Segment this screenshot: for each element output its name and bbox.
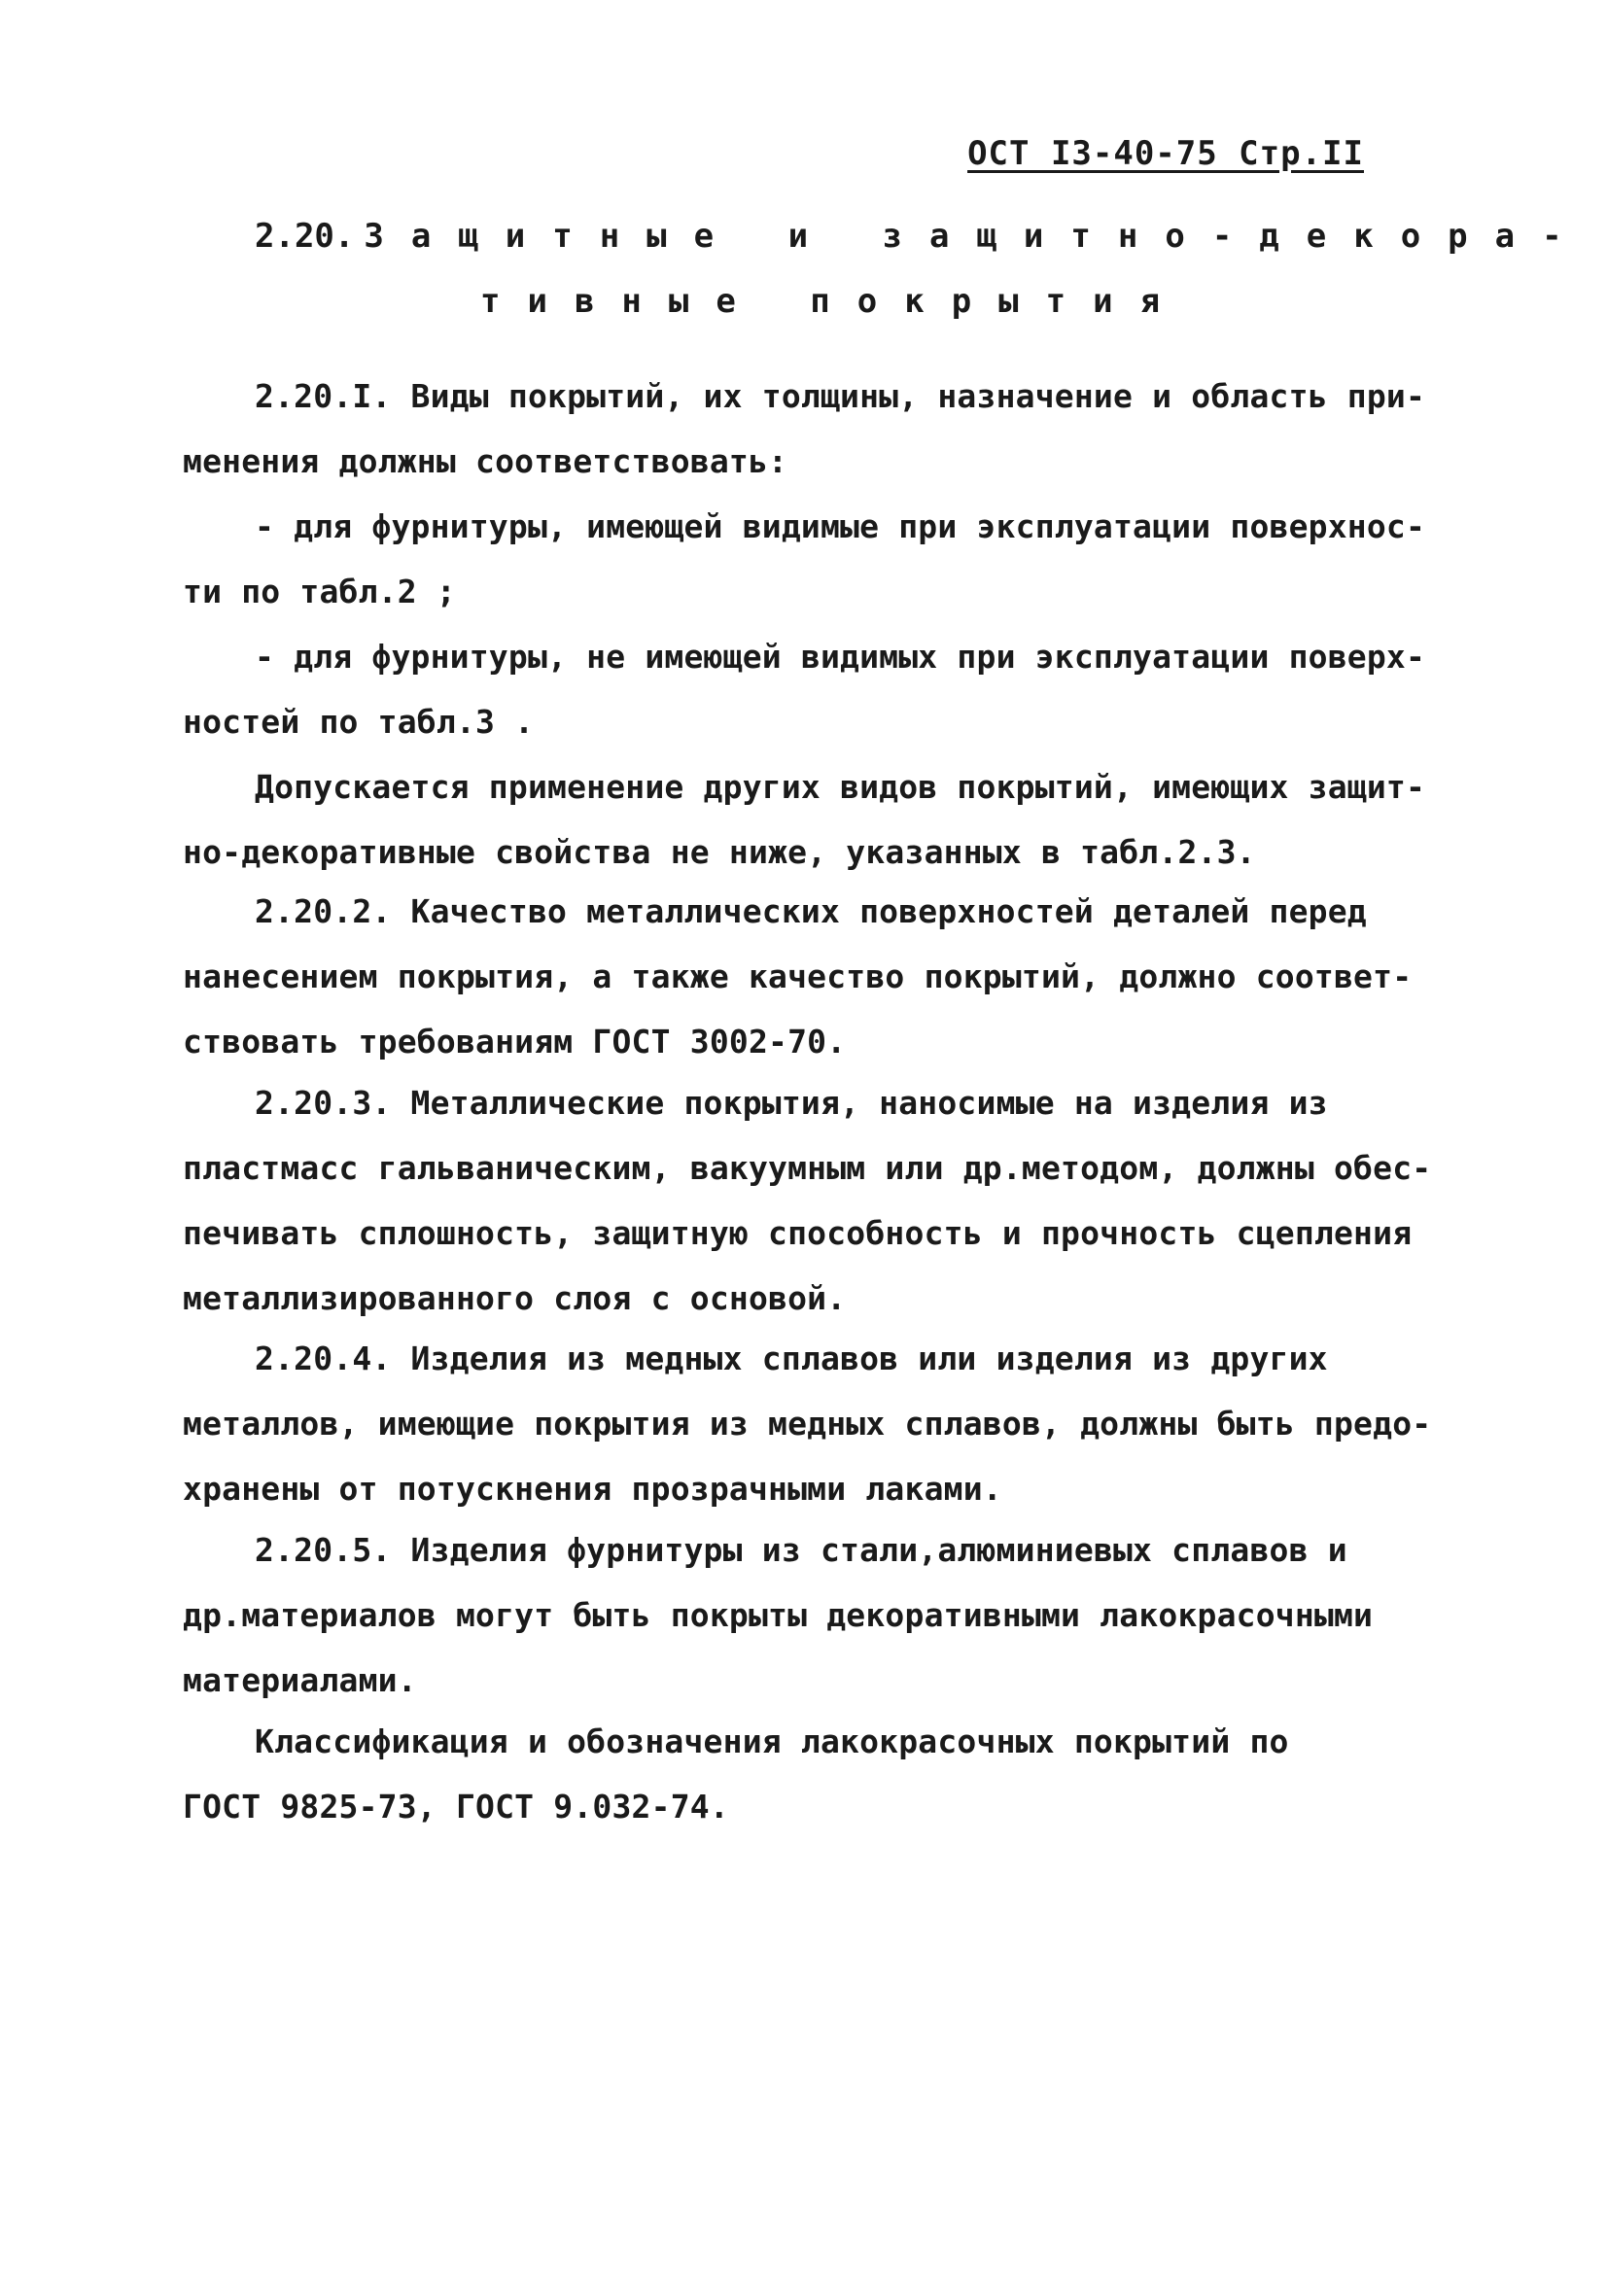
paragraph-line: ностей по табл.3 .: [183, 703, 535, 741]
paragraph-line: 2.20.3. Металлические покрытия, наносимые на изделия из: [255, 1084, 1328, 1122]
paragraph-line: 2.20.2. Качество металлических поверхностей деталей перед: [255, 892, 1367, 930]
section-title-line-1: [255, 217, 1590, 256]
paragraph-line: 2.20.4. Изделия из медных сплавов или изделия из других: [255, 1339, 1328, 1377]
paragraph-line: др.материалов могут быть покрыты декоративными лакокрасочными: [183, 1596, 1374, 1634]
paragraph-line: - для фурнитуры, имеющей видимые при эксплуатации поверхнос-: [255, 507, 1426, 545]
paragraph-line: - для фурнитуры, не имеющей видимых при эксплуатации поверх-: [255, 638, 1426, 676]
paragraph-line: пластмасс гальваническим, вакуумным или др.методом, должны обес-: [183, 1149, 1432, 1187]
paragraph-line: менения должны соответствовать:: [183, 442, 788, 480]
paragraph-line: материалами.: [183, 1661, 417, 1699]
paragraph-line: нанесением покрытия, а также качество покрытий, должно соответ-: [183, 957, 1413, 995]
paragraph-line: металлизированного слоя с основой.: [183, 1279, 847, 1317]
paragraph-line: 2.20.5. Изделия фурнитуры из стали,алюминиевых сплавов и: [255, 1531, 1347, 1569]
paragraph-line: хранены от потускнения прозрачными лаками.: [183, 1470, 1002, 1508]
paragraph-line: 2.20.I. Виды покрытий, их толщины, назначение и область при-: [255, 377, 1426, 415]
paragraph-line: но-декоративные свойства не ниже, указанных в табл.2.3.: [183, 833, 1256, 871]
section-title-line-2: тивные покрытия: [480, 282, 1188, 321]
paragraph-line: ти по табл.2 ;: [183, 573, 456, 610]
paragraph-line: Допускается применение других видов покрытий, имеющих защит-: [255, 768, 1426, 806]
paragraph-line: печивать сплошность, защитную способность и прочность сцепления: [183, 1214, 1413, 1252]
paragraph-line: металлов, имеющие покрытия из медных сплавов, должны быть предо-: [183, 1405, 1432, 1443]
document-reference-header: ОСТ I3-40-75 Стр.II: [967, 134, 1364, 173]
section-number: 2.20.: [255, 217, 355, 256]
paragraph-line: Классификация и обозначения лакокрасочных покрытий по: [255, 1722, 1289, 1760]
paragraph-line: ГОСТ 9825-73, ГОСТ 9.032-74.: [183, 1788, 729, 1826]
paragraph-line: ствовать требованиям ГОСТ 3002-70.: [183, 1023, 847, 1061]
section-title-text-1: Защитные и защитно-декора-: [364, 217, 1590, 256]
